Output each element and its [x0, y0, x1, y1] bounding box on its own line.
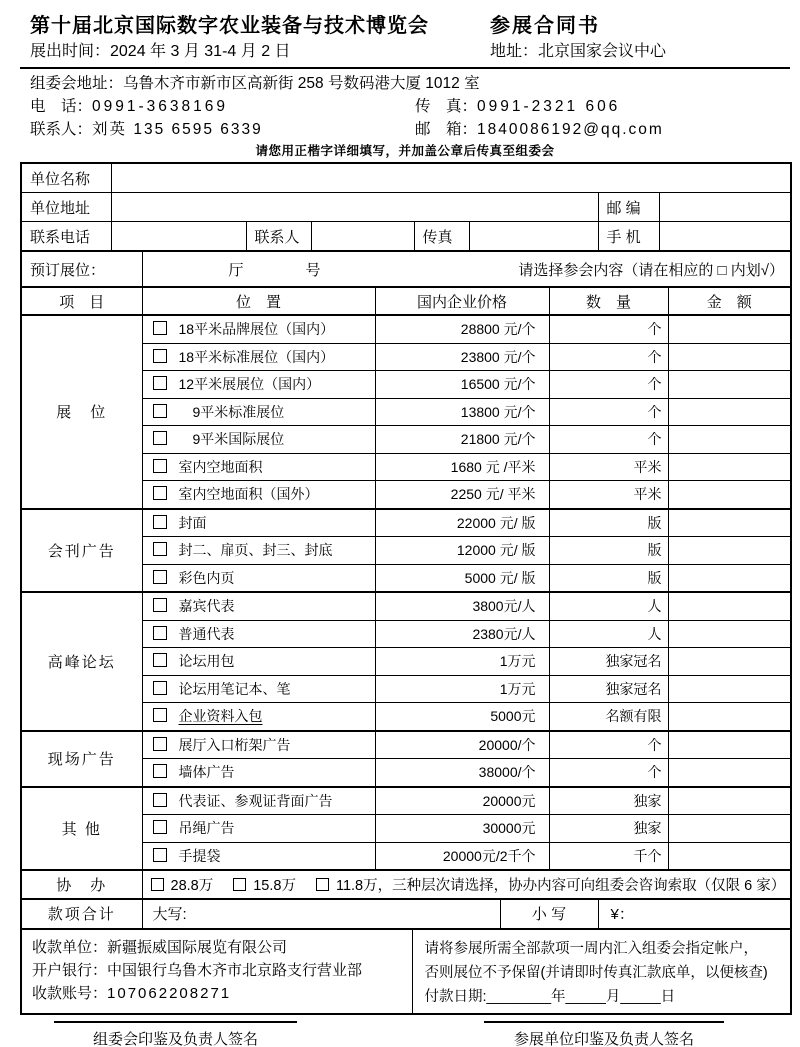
item-label: 墙体广告 [178, 764, 235, 781]
price-cell: 30000元 [375, 815, 549, 843]
total-label: 款项合计 [21, 899, 142, 929]
position-cell [142, 398, 375, 426]
checkbox-icon[interactable] [153, 515, 167, 529]
price-cell: 1万元 [375, 675, 549, 703]
section-journal-ads [21, 509, 791, 593]
contract-title: 参展合同书 [490, 15, 600, 37]
position-cell [142, 842, 375, 870]
item-label: 9平米标准展位 [178, 403, 285, 420]
checkbox-icon[interactable] [153, 737, 167, 751]
postcode-input[interactable] [659, 193, 791, 222]
payee-info-cell [21, 929, 412, 1014]
table-header-row [21, 287, 791, 315]
account-line [32, 982, 404, 1005]
booking-table [20, 250, 792, 288]
amount-input-cell[interactable] [668, 675, 791, 703]
table-row [21, 929, 791, 1014]
item-label: 吊绳广告 [178, 820, 235, 837]
account-label: 收款账号： [32, 984, 108, 1002]
contact-name-number: 刘英 135 6595 6339 [92, 121, 263, 138]
unit-cell: 版 [549, 564, 668, 592]
unit-cell: 名额有限 [549, 703, 668, 731]
position-cell [142, 815, 375, 843]
unit-cell: 个 [549, 731, 668, 759]
fax-number: 0991-2321 606 [477, 98, 621, 115]
company-name-input[interactable] [111, 163, 791, 193]
fill-instruction-note: 请您用正楷字详细填写，并加盖公章后传真至组委会 [255, 144, 555, 158]
checkbox-icon[interactable] [153, 708, 167, 722]
amount-input-cell[interactable] [668, 537, 791, 565]
contact-person-input[interactable] [311, 222, 414, 252]
checkbox-icon[interactable] [153, 598, 167, 612]
table-row [21, 870, 791, 899]
price-cell: 5000 元/ 版 [375, 564, 549, 592]
col-header-price: 国内企业价格 [375, 287, 549, 315]
checkbox-icon[interactable] [153, 681, 167, 695]
exhibitor-signature-caption: 参展单位印鉴及负责人签名 [513, 1030, 694, 1047]
bank-name: 中国银行乌鲁木齐市北京路支行营业部 [107, 961, 363, 979]
section-cooperation [21, 870, 791, 899]
price-cell: 20000/个 [375, 731, 549, 759]
unit-cell: 个 [549, 426, 668, 454]
price-cell: 2380元/人 [375, 620, 549, 648]
contact-label: 联系人： [30, 121, 93, 138]
item-label: 手提袋 [178, 847, 221, 864]
unit-cell: 个 [549, 371, 668, 399]
price-cell: 20000元/2千个 [375, 842, 549, 870]
phone-number: 0991-3638169 [92, 98, 229, 115]
unit-cell: 个 [549, 315, 668, 343]
exhibitor-signature-line[interactable] [484, 1021, 724, 1047]
table-row [21, 163, 791, 193]
unit-cell: 平米 [549, 481, 668, 509]
amount-input-cell[interactable] [668, 842, 791, 870]
booking-content [143, 259, 791, 280]
section-booth [21, 315, 791, 509]
amount-input-cell[interactable] [668, 509, 791, 537]
position-cell [142, 481, 375, 509]
company-address-label: 单位地址 [21, 193, 111, 222]
cooperation-option [151, 874, 214, 895]
checkbox-icon[interactable] [316, 878, 329, 891]
notice-line: 请将参展所需全部款项一周内汇入组委会指定帐户， [424, 940, 758, 957]
bank-line [32, 959, 404, 982]
position-cell [142, 343, 375, 371]
email-label: 邮 箱： [415, 121, 478, 138]
unit-cell: 人 [549, 592, 668, 620]
amount-input-cell[interactable] [668, 564, 791, 592]
checkbox-icon[interactable] [153, 793, 167, 807]
item-label: 12平米展展位（国内） [178, 376, 321, 393]
unit-cell: 独家冠名 [549, 648, 668, 676]
option-label: 11.8万 [335, 877, 378, 894]
table-row [21, 787, 791, 815]
cooperation-cell [142, 870, 791, 899]
checkbox-icon[interactable] [153, 820, 167, 834]
price-cell: 2250 元/ 平米 [375, 481, 549, 509]
unit-cell: 独家 [549, 787, 668, 815]
unit-cell: 独家 [549, 815, 668, 843]
price-cell: 12000 元/ 版 [375, 537, 549, 565]
position-cell [142, 537, 375, 565]
section-onsite-ads [21, 731, 791, 787]
postcode-label: 邮 编 [598, 193, 659, 222]
pay-date-line[interactable]: 付款日期:________年_____月_____日 [424, 988, 676, 1005]
email-address: 1840086192@qq.com [477, 121, 664, 138]
checkbox-icon[interactable] [233, 878, 246, 891]
section-label-other: 其 他 [21, 787, 142, 871]
page-title: 第十届北京国际数字农业装备与技术博览会 [30, 15, 429, 37]
amount-input-cell[interactable] [668, 815, 791, 843]
checkbox-icon[interactable] [153, 764, 167, 778]
item-label: 企业资料入包 [178, 708, 263, 725]
col-header-item: 项 目 [21, 287, 142, 315]
email-group [415, 118, 664, 141]
unit-cell: 个 [549, 343, 668, 371]
phone-fax-line [30, 95, 790, 118]
position-cell [142, 620, 375, 648]
amount-input-cell[interactable] [668, 648, 791, 676]
select-instruction: 请选择参会内容（请在相应的 □ 内划√） [518, 261, 784, 279]
checkbox-icon[interactable] [153, 653, 167, 667]
table-row [21, 222, 791, 252]
item-label: 嘉宾代表 [178, 598, 235, 615]
amount-input-cell[interactable] [668, 703, 791, 731]
item-label: 封面 [178, 514, 207, 531]
item-label: 室内空地面积（国外） [178, 486, 319, 503]
company-name-label: 单位名称 [21, 163, 111, 193]
unit-cell: 人 [549, 620, 668, 648]
price-cell: 3800元/人 [375, 592, 549, 620]
checkbox-icon[interactable] [153, 349, 167, 363]
checkbox-icon[interactable] [151, 878, 164, 891]
position-cell [142, 564, 375, 592]
item-label: 彩色内页 [178, 569, 235, 586]
position-cell [142, 426, 375, 454]
amount-input-cell[interactable] [668, 398, 791, 426]
price-cell: 1万元 [375, 648, 549, 676]
price-cell: 23800 元/个 [375, 343, 549, 371]
item-label: 18平米品牌展位（国内） [178, 321, 335, 338]
checkbox-icon[interactable] [153, 376, 167, 390]
amount-in-words-input[interactable]: 大写: [142, 899, 500, 929]
checkbox-icon[interactable] [153, 848, 167, 862]
unit-cell: 平米 [549, 453, 668, 481]
checkbox-icon[interactable] [153, 626, 167, 640]
option-label: 15.8万 [253, 877, 296, 894]
payment-box [20, 928, 792, 1015]
item-label: 封二、扉页、封三、封底 [178, 542, 333, 559]
contact-phone-label: 联系电话 [21, 222, 111, 252]
section-summit-forum [21, 592, 791, 731]
item-label: 代表证、参观证背面广告 [178, 792, 333, 809]
total-table [20, 898, 792, 930]
item-label: 普通代表 [178, 625, 235, 642]
contact-person-label: 联系人 [246, 222, 311, 252]
item-label: 室内空地面积 [178, 458, 263, 475]
payee-name: 新疆振威国际展览有限公司 [107, 938, 288, 956]
position-cell [142, 731, 375, 759]
position-cell [142, 509, 375, 537]
checkbox-icon[interactable] [153, 542, 167, 556]
price-cell: 22000 元/ 版 [375, 509, 549, 537]
price-cell: 1680 元 /平米 [375, 453, 549, 481]
col-header-quantity: 数 量 [549, 287, 668, 315]
header-divider [20, 67, 790, 69]
price-cell: 13800 元/个 [375, 398, 549, 426]
amount-input-cell[interactable] [668, 315, 791, 343]
fax-input[interactable] [469, 222, 598, 252]
amount-input-cell[interactable] [668, 371, 791, 399]
amount-input-cell[interactable] [668, 759, 791, 787]
company-address-input[interactable] [111, 193, 598, 222]
hall-label: 厅 [228, 261, 244, 279]
amount-input-cell[interactable] [668, 787, 791, 815]
mobile-label: 手 机 [598, 222, 659, 252]
price-cell: 20000元 [375, 787, 549, 815]
checkbox-icon[interactable] [153, 459, 167, 473]
amount-input-cell[interactable] [668, 343, 791, 371]
company-info-table [20, 162, 792, 252]
fax-field-label: 传真 [414, 222, 469, 252]
col-header-position: 位 置 [142, 287, 375, 315]
signature-area [20, 1021, 790, 1047]
price-table [20, 286, 792, 900]
position-cell [142, 675, 375, 703]
booking-label: 预订展位： [21, 251, 142, 287]
amount-in-figures-label: 小 写 [500, 899, 598, 929]
position-cell [142, 648, 375, 676]
bank-label: 开户银行： [32, 961, 108, 979]
item-label: 论坛用笔记本、笔 [178, 680, 291, 697]
position-cell [142, 371, 375, 399]
option-label: 28.8万 [170, 877, 214, 894]
section-label-journal: 会刊广告 [21, 509, 142, 593]
item-label: 18平米标准展位（国内） [178, 348, 335, 365]
cooperation-label: 协 办 [21, 870, 142, 899]
table-row [21, 315, 791, 343]
section-label-forum: 高峰论坛 [21, 592, 142, 731]
exhibit-time: 展出时间：2024 年 3 月 31-4 月 2 日 [30, 43, 291, 60]
table-row [21, 592, 791, 620]
cooperation-options [151, 874, 785, 895]
table-row [21, 731, 791, 759]
amount-input-cell[interactable] [668, 592, 791, 620]
fax-label: 传 真： [415, 98, 478, 115]
cooperation-option [316, 874, 378, 895]
payee-line [32, 936, 404, 959]
section-label-booth: 展 位 [21, 315, 142, 509]
unit-cell: 千个 [549, 842, 668, 870]
amount-input-cell[interactable] [668, 731, 791, 759]
item-label: 论坛用包 [178, 653, 235, 670]
unit-cell: 版 [549, 509, 668, 537]
checkbox-icon[interactable] [153, 431, 167, 445]
header-title-row [30, 0, 790, 38]
price-cell: 21800 元/个 [375, 426, 549, 454]
table-row [21, 193, 791, 222]
unit-cell: 版 [549, 537, 668, 565]
mobile-input[interactable] [659, 222, 791, 252]
position-cell [142, 315, 375, 343]
unit-cell: 个 [549, 759, 668, 787]
price-cell: 28800 元/个 [375, 315, 549, 343]
checkbox-icon[interactable] [153, 321, 167, 335]
amount-input-cell[interactable] [668, 481, 791, 509]
price-cell: 5000元 [375, 703, 549, 731]
price-cell: 38000/个 [375, 759, 549, 787]
committee-signature-line[interactable] [54, 1021, 297, 1047]
amount-input-cell[interactable] [668, 453, 791, 481]
item-label: 展厅入口桁架广告 [178, 736, 291, 753]
amount-input-cell[interactable] [668, 426, 791, 454]
table-row [21, 899, 791, 929]
fax-group [415, 95, 620, 118]
cooperation-option [233, 874, 296, 895]
position-cell [142, 703, 375, 731]
section-other [21, 787, 791, 871]
payment-notice-cell [412, 929, 791, 1014]
position-cell [142, 787, 375, 815]
unit-cell: 个 [549, 398, 668, 426]
venue: 地址：北京国家会议中心 [490, 43, 667, 60]
amount-input-cell[interactable] [668, 620, 791, 648]
committee-address: 组委会地址：乌鲁木齐市新市区高新街 258 号数码港大厦 1012 室 [30, 75, 480, 92]
committee-address-line [30, 72, 790, 95]
unit-cell: 独家冠名 [549, 675, 668, 703]
table-row [21, 251, 791, 287]
position-cell [142, 759, 375, 787]
amount-in-figures-input[interactable]: ¥： [598, 899, 791, 929]
contact-phone-input[interactable] [111, 222, 246, 252]
position-cell [142, 453, 375, 481]
col-header-amount: 金 额 [668, 287, 791, 315]
account-number: 107062208271 [107, 984, 232, 1002]
section-label-onsite: 现场广告 [21, 731, 142, 787]
checkbox-icon[interactable] [153, 486, 167, 500]
checkbox-icon[interactable] [153, 404, 167, 418]
header-subtitle-row [30, 38, 790, 63]
checkbox-icon[interactable] [153, 570, 167, 584]
contact-email-line [30, 118, 790, 141]
cooperation-note: ，三种层次请选择，协办内容可向组委会咨询索取（仅限 6 家） [377, 877, 786, 894]
position-cell [142, 592, 375, 620]
payee-label: 收款单位： [32, 938, 108, 956]
price-cell: 16500 元/个 [375, 371, 549, 399]
phone-label: 电 话： [30, 98, 93, 115]
item-label: 9平米国际展位 [178, 431, 285, 448]
notice-line: 否则展位不予保留(并请即时传真汇款底单，以便核查) [424, 964, 768, 981]
committee-signature-caption: 组委会印鉴及负责人签名 [92, 1030, 258, 1047]
booking-cell[interactable] [142, 251, 791, 287]
table-row [21, 509, 791, 537]
number-label: 号 [305, 261, 321, 279]
